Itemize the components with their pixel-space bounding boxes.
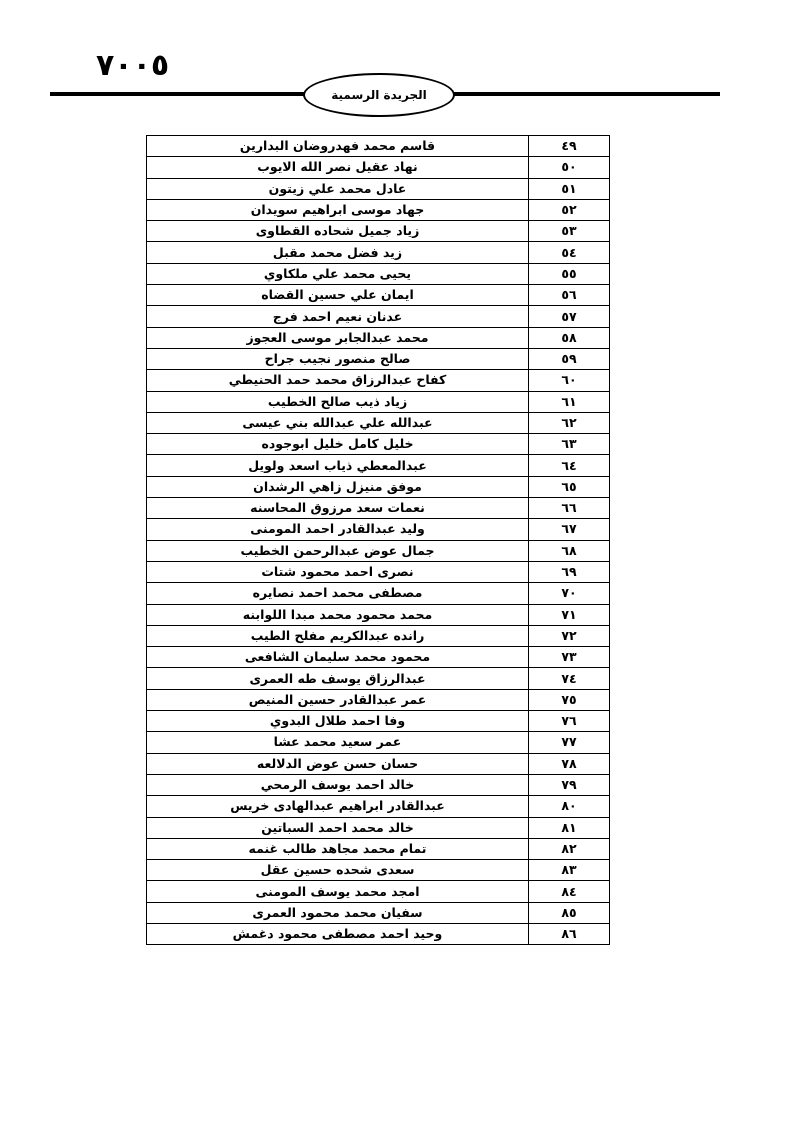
row-number: ٨٥: [529, 902, 610, 923]
row-name: تمام محمد مجاهد طالب غنمه: [147, 838, 529, 859]
row-number: ٥٢: [529, 199, 610, 220]
row-name: مصطفى محمد احمد نصايره: [147, 583, 529, 604]
journal-title: الجريدة الرسمية: [331, 88, 427, 102]
table-row: [147, 753, 610, 774]
row-name: زيد فضل محمد مقبل: [147, 242, 529, 263]
table-row: [147, 412, 610, 433]
table-row: [147, 902, 610, 923]
row-number: ٨٢: [529, 838, 610, 859]
table-row: [147, 519, 610, 540]
row-name: رانده عبدالكريم مفلح الطيب: [147, 625, 529, 646]
row-number: ٧٠: [529, 583, 610, 604]
table-row: [147, 157, 610, 178]
table-row: [147, 923, 610, 944]
row-number: ٧٥: [529, 689, 610, 710]
row-name: خالد احمد يوسف الرمحي: [147, 774, 529, 795]
row-name: محمد محمود محمد مبدا اللوابنه: [147, 604, 529, 625]
row-number: ٨١: [529, 817, 610, 838]
table-row: [147, 689, 610, 710]
table-row: [147, 199, 610, 220]
table-row: [147, 796, 610, 817]
row-number: ٦٧: [529, 519, 610, 540]
row-name: قاسم محمد فهدروضان البدارين: [147, 136, 529, 157]
row-number: ٥٨: [529, 327, 610, 348]
row-number: ٧٧: [529, 732, 610, 753]
table-row: [147, 860, 610, 881]
row-name: عادل محمد علي زيتون: [147, 178, 529, 199]
table-row: [147, 370, 610, 391]
row-name: سعدى شحده حسين عقل: [147, 860, 529, 881]
row-number: ٦٨: [529, 540, 610, 561]
names-table-body: [147, 136, 610, 945]
row-number: ٧٦: [529, 711, 610, 732]
names-table: [146, 135, 610, 945]
row-number: ٦١: [529, 391, 610, 412]
row-number: ٥٣: [529, 221, 610, 242]
row-number: ٥١: [529, 178, 610, 199]
row-name: نعمات سعد مرزوق المحاسنه: [147, 498, 529, 519]
row-number: ٦٣: [529, 434, 610, 455]
table-row: [147, 263, 610, 284]
row-number: ٥٧: [529, 306, 610, 327]
row-name: محمد عبدالجابر موسى العجوز: [147, 327, 529, 348]
page-number: ٧٠٠٥: [96, 48, 170, 83]
table-row: [147, 561, 610, 582]
row-number: ٨٣: [529, 860, 610, 881]
table-row: [147, 817, 610, 838]
row-number: ٦٤: [529, 455, 610, 476]
row-number: ٥٠: [529, 157, 610, 178]
journal-title-oval: [303, 73, 455, 117]
row-name: محمود محمد سليمان الشافعى: [147, 647, 529, 668]
row-number: ٧٢: [529, 625, 610, 646]
row-name: حسان حسن عوض الدلالعه: [147, 753, 529, 774]
row-number: ٨٦: [529, 923, 610, 944]
table-row: [147, 221, 610, 242]
table-row: [147, 625, 610, 646]
row-name: ايمان علي حسين القضاه: [147, 285, 529, 306]
table-row: [147, 838, 610, 859]
table-row: [147, 583, 610, 604]
row-number: ٧٨: [529, 753, 610, 774]
row-name: زياد ذيب صالح الخطيب: [147, 391, 529, 412]
table-row: [147, 136, 610, 157]
row-name: موفق منيزل زاهي الرشدان: [147, 476, 529, 497]
table-row: [147, 604, 610, 625]
row-name: سفيان محمد محمود العمرى: [147, 902, 529, 923]
table-row: [147, 434, 610, 455]
table-row: [147, 732, 610, 753]
row-number: ٤٩: [529, 136, 610, 157]
table-row: [147, 498, 610, 519]
row-name: عدنان نعيم احمد فرج: [147, 306, 529, 327]
table-row: [147, 647, 610, 668]
table-row: [147, 391, 610, 412]
row-number: ٥٩: [529, 348, 610, 369]
row-name: عمر عبدالقادر حسين المنيص: [147, 689, 529, 710]
row-number: ٨٤: [529, 881, 610, 902]
row-number: ٦٩: [529, 561, 610, 582]
table-row: [147, 540, 610, 561]
row-name: خالد محمد احمد السباتين: [147, 817, 529, 838]
table-row: [147, 668, 610, 689]
row-name: زياد جميل شحاده القطاوى: [147, 221, 529, 242]
row-name: وفا احمد طلال البدوي: [147, 711, 529, 732]
row-name: عبدالرزاق يوسف طه العمرى: [147, 668, 529, 689]
row-name: جهاد موسى ابراهيم سويدان: [147, 199, 529, 220]
row-name: وليد عبدالقادر احمد المومنى: [147, 519, 529, 540]
row-number: ٦٥: [529, 476, 610, 497]
row-name: نهاد عقيل نصر الله الايوب: [147, 157, 529, 178]
row-number: ٧٣: [529, 647, 610, 668]
row-name: عبدالقادر ابراهيم عبدالهادى خريس: [147, 796, 529, 817]
table-row: [147, 711, 610, 732]
row-name: خليل كامل خليل ابوجوده: [147, 434, 529, 455]
table-row: [147, 306, 610, 327]
row-name: كفاح عبدالرزاق محمد حمد الحنيطي: [147, 370, 529, 391]
row-number: ٦٢: [529, 412, 610, 433]
row-number: ٧٩: [529, 774, 610, 795]
table-row: [147, 881, 610, 902]
row-name: عبدالله علي عبدالله بني عيسى: [147, 412, 529, 433]
row-name: نصرى احمد محمود شتات: [147, 561, 529, 582]
row-name: جمال عوض عبدالرحمن الخطيب: [147, 540, 529, 561]
table-row: [147, 327, 610, 348]
row-number: ٦٦: [529, 498, 610, 519]
row-number: ٧١: [529, 604, 610, 625]
row-name: وحيد احمد مصطفى محمود دغمش: [147, 923, 529, 944]
row-name: عبدالمعطي ذياب اسعد ولويل: [147, 455, 529, 476]
row-number: ٥٦: [529, 285, 610, 306]
row-name: يحيى محمد علي ملكاوي: [147, 263, 529, 284]
row-name: عمر سعيد محمد عشا: [147, 732, 529, 753]
row-number: ٨٠: [529, 796, 610, 817]
table-row: [147, 476, 610, 497]
row-number: ٦٠: [529, 370, 610, 391]
row-number: ٧٤: [529, 668, 610, 689]
row-name: امجد محمد يوسف المومنى: [147, 881, 529, 902]
table-row: [147, 285, 610, 306]
row-number: ٥٥: [529, 263, 610, 284]
row-number: ٥٤: [529, 242, 610, 263]
table-row: [147, 178, 610, 199]
table-row: [147, 455, 610, 476]
table-row: [147, 774, 610, 795]
table-row: [147, 348, 610, 369]
row-name: صالح منصور نجيب جراح: [147, 348, 529, 369]
table-row: [147, 242, 610, 263]
